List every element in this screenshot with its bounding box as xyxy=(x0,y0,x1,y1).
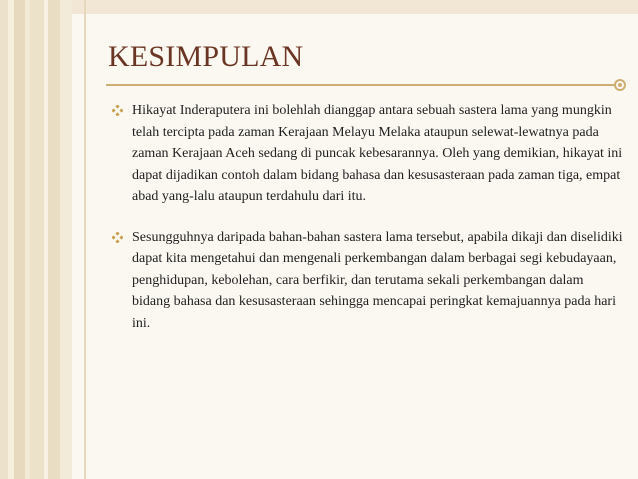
stripe xyxy=(48,0,60,479)
bullet-text: Hikayat Inderaputera ini bolehlah dianggap antara sebuah sastera lama yang mungkin telah tercipta pada zaman Kerajaan Melayu Melaka ataupun selewat-lewatnya pada zaman Kerajaan Aceh sedang di puncak kebesarannya. Oleh yang demikian, hikayat ini dapat dijadikan contoh dalam bidang bahasa dan kesusasteraan pada zaman tiga, empat abad yang-lalu ataupun terdahulu dari itu. xyxy=(132,103,623,204)
diamond-bullet-icon xyxy=(112,232,123,243)
decorative-side-stripes xyxy=(0,0,72,479)
bullet-item xyxy=(112,100,624,208)
stripe xyxy=(30,0,44,479)
slide-title: KESIMPULAN xyxy=(108,40,304,73)
stripe xyxy=(60,0,72,479)
decorative-top-bar xyxy=(72,0,638,14)
diamond-bullet-icon xyxy=(112,105,123,116)
circle-ornament-icon xyxy=(614,79,626,91)
bullet-item xyxy=(112,227,624,335)
bullet-text: Sesungguhnya daripada bahan-bahan sastera lama tersebut, apabila dikaji dan diselidiki dapat kita mengetahui dan mengenali perkembangan dalam berbagai segi kebudayaan, penghidupan, kebolehan, cara berfikir, dan terutama sekali perkembangan dalam bidang bahasa dan kesusasteraan sehingga mencapai peringkat kemajuannya pada hari ini. xyxy=(132,229,623,331)
decorative-vertical-line xyxy=(84,0,86,479)
circle-ornament-center xyxy=(618,83,622,87)
stripe xyxy=(0,0,8,479)
stripe xyxy=(14,0,25,479)
title-underline xyxy=(106,84,618,86)
bullet-list xyxy=(112,100,624,334)
